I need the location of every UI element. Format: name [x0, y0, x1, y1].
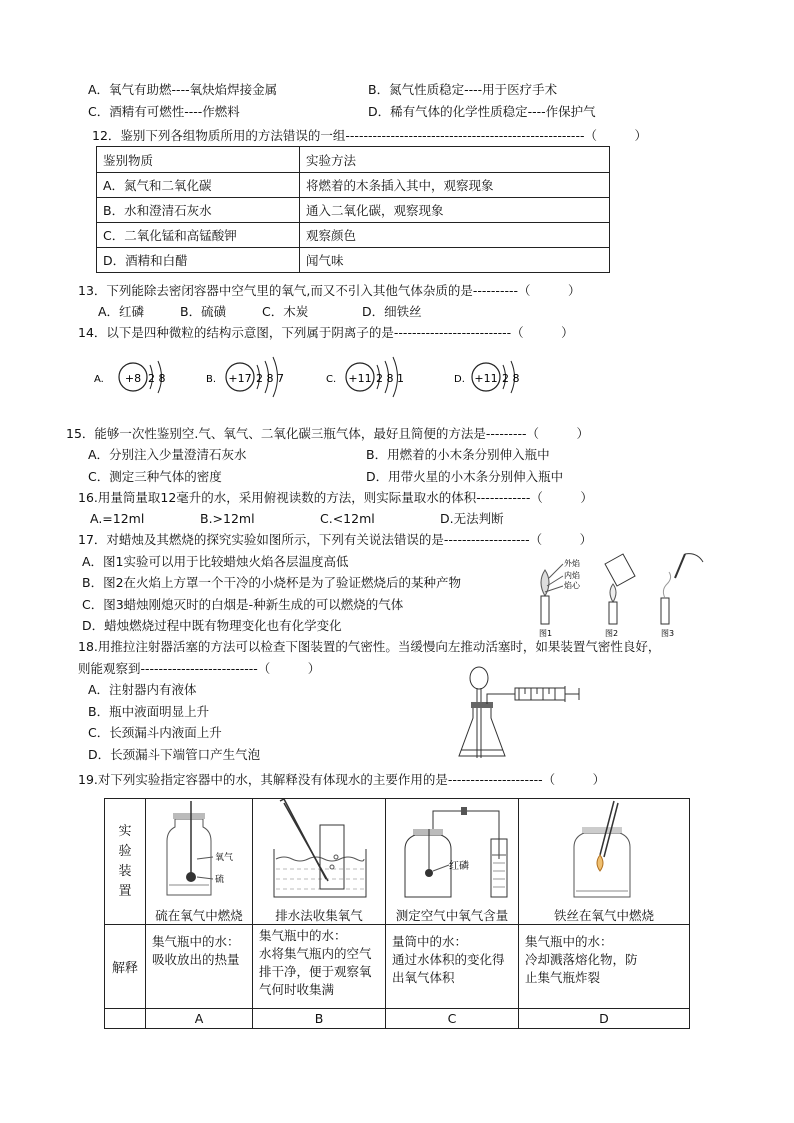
atom-diagram-d [454, 361, 520, 393]
q18-stem-line1: 18.用推拉注射器活塞的方法可以检查下图装置的气密性。当缓慢向左推动活塞时，如果装置气密性良好， [78, 639, 661, 654]
explain-line: 冷却溅落熔化物，防 [525, 952, 638, 967]
flask-syringe-apparatus [455, 664, 585, 766]
setup-cell-d [519, 799, 690, 925]
explain-line: 止集气瓶炸裂 [525, 970, 601, 985]
option-letter-d: D [519, 1009, 690, 1029]
oxygen-label: 氧气 [215, 853, 234, 863]
atom-nucleus: +8 [124, 372, 142, 385]
explain-line: 出氧气体积 [392, 970, 455, 985]
q13-stem: 13．下列能除去密闭容器中空气里的氧气,而又不引入其他气体杂质的是----------（ ） [78, 283, 581, 298]
explain-line: 集气瓶中的水： [525, 934, 613, 949]
table-cell: B．水和澄清石灰水 [97, 198, 300, 223]
sulfur-combustion-figure [149, 799, 249, 903]
figure-2-label: 图2 [605, 629, 619, 638]
water-displacement-figure [254, 799, 384, 903]
explain-line: 水将集气瓶内的空气 [259, 946, 372, 961]
table-header-cell: 鉴别物质 [97, 147, 300, 173]
candle-experiment-figure [535, 548, 715, 638]
q17-option-c: C．图3蜡烛刚熄灭时的白烟是-种新生成的可以燃烧的气体 [82, 597, 404, 612]
q17-stem: 17．对蜡烛及其燃烧的探究实验如图所示，下列有关说法错误的是-------------------（ ） [78, 532, 593, 547]
phosphorus-label: 红磷 [449, 861, 469, 872]
explain-line: 排干净，便于观察氧 [259, 964, 372, 979]
table-row [97, 173, 610, 198]
figure-1-label: 图1 [539, 629, 553, 638]
q11-option-a: A．氧气有助燃----氧炔焰焊接金属 [88, 82, 278, 97]
table-row [105, 925, 690, 1009]
atom-shells: 2 8 7 [256, 372, 284, 385]
q15-option-a: A．分别注入少量澄清石灰水 [88, 447, 247, 462]
caption-b: 排水法收集氧气 [275, 908, 363, 923]
explain-line: 量筒中的水： [392, 934, 468, 949]
q12-stem: 12．鉴别下列各组物质所用的方法错误的一组-----------------------------------------------------（ ） [92, 128, 647, 143]
explain-cell-d [519, 925, 690, 1009]
setup-cell-a [146, 799, 253, 925]
atom-diagram-a [94, 361, 166, 393]
q13-option-d: D．细铁丝 [362, 304, 422, 319]
q19-stem: 19.对下列实验指定容器中的水，其解释没有体现水的主要作用的是---------------------（ ） [78, 772, 606, 787]
atom-shells: 2 8 [502, 372, 520, 385]
table-row [105, 1009, 690, 1029]
q17-option-d: D．蜡烛燃烧过程中既有物理变化也有化学变化 [82, 618, 342, 633]
option-letter-b: B [253, 1009, 386, 1029]
q15-option-c: C．测定三种气体的密度 [88, 469, 222, 484]
option-letter-c: C [386, 1009, 519, 1029]
table-cell: 将燃着的木条插入其中，观察现象 [300, 173, 610, 198]
q14-stem: 14．以下是四种微粒的结构示意图，下列属于阴离子的是--------------------------（ ） [78, 325, 574, 340]
q11-option-c: C．酒精有可燃性----作燃料 [88, 104, 240, 119]
explain-line: 集气瓶中的水： [152, 934, 240, 949]
explain-line: 集气瓶中的水： [259, 928, 347, 943]
atom-nucleus: +11 [348, 372, 372, 385]
atom-nucleus: +17 [228, 372, 252, 385]
explain-cell-b [253, 925, 386, 1009]
q13-option-c: C．木炭 [262, 304, 309, 319]
table-row [97, 147, 610, 173]
table-cell: 通入二氧化碳，观察现象 [300, 198, 610, 223]
iron-wire-combustion-figure [534, 799, 674, 903]
atom-label: B. [206, 374, 217, 385]
flame-core-label: 焰心 [564, 581, 580, 590]
table-row [97, 223, 610, 248]
q15-option-b: B．用燃着的小木条分别伸入瓶中 [366, 447, 550, 462]
table-cell: A．氮气和二氧化碳 [97, 173, 300, 198]
atom-shells: 2 8 [148, 372, 166, 385]
setup-row-header: 实 验 装 置 [105, 799, 146, 925]
explain-row-header: 解释 [105, 925, 146, 1009]
table-cell: C．二氧化锰和高锰酸钾 [97, 223, 300, 248]
figure-3-label: 图3 [661, 629, 675, 638]
caption-a: 硫在氧气中燃烧 [155, 908, 243, 923]
caption-d: 铁丝在氧气中燃烧 [553, 908, 654, 923]
q16-option-b: B.>12ml [200, 511, 255, 526]
q12-table [96, 146, 610, 273]
q19-table [104, 798, 690, 1029]
sulfur-label: 硫 [215, 875, 225, 885]
outer-flame-label: 外焰 [564, 559, 580, 568]
atom-shells: 2 8 1 [376, 372, 404, 385]
atom-diagram-b [206, 357, 284, 397]
table-cell: 观察颜色 [300, 223, 610, 248]
q18-option-c: C．长颈漏斗内液面上升 [88, 725, 222, 740]
table-header-cell: 实验方法 [300, 147, 610, 173]
q17-option-a: A．图1实验可以用于比较蜡烛火焰各层温度高低 [82, 554, 349, 569]
setup-cell-c [386, 799, 519, 925]
q16-option-a: A.=12ml [90, 511, 145, 526]
explain-cell-a [146, 925, 253, 1009]
q18-stem-line2: 则能观察到--------------------------（ ） [78, 661, 321, 676]
table-row [97, 198, 610, 223]
table-cell: 闻气味 [300, 248, 610, 273]
empty-cell [105, 1009, 146, 1029]
table-cell: D．酒精和白醋 [97, 248, 300, 273]
q13-option-a: A．红磷 [98, 304, 145, 319]
option-letter-a: A [146, 1009, 253, 1029]
explain-cell-c [386, 925, 519, 1009]
atom-label: A. [94, 374, 104, 385]
q16-option-c: C.<12ml [320, 511, 375, 526]
atom-diagram-c [326, 357, 404, 397]
q18-option-b: B．瓶中液面明显上升 [88, 704, 210, 719]
q16-stem: 16.用量筒量取12毫升的水，采用俯视读数的方法，则实际量取水的体积------------（ ） [78, 490, 593, 505]
explain-line: 气何时收集满 [259, 982, 335, 997]
explain-line: 吸收放出的热量 [152, 952, 240, 967]
q18-option-a: A．注射器内有液体 [88, 682, 197, 697]
table-row [105, 799, 690, 925]
oxygen-content-figure [387, 799, 517, 903]
q11-option-d: D．稀有气体的化学性质稳定----作保护气 [368, 104, 596, 119]
explain-line: 通过水体积的变化得 [392, 952, 505, 967]
inner-flame-label: 内焰 [564, 571, 580, 580]
q11-option-b: B．氮气性质稳定----用于医疗手术 [368, 82, 558, 97]
table-row [97, 248, 610, 273]
q15-stem: 15．能够一次性鉴别空.气、氧气、二氧化碳三瓶气体，最好且简便的方法是---------（ ） [66, 426, 589, 441]
caption-c: 测定空气中氧气含量 [395, 908, 509, 923]
q15-option-d: D．用带火星的小木条分别伸入瓶中 [366, 469, 564, 484]
q18-option-d: D．长颈漏斗下端管口产生气泡 [88, 747, 261, 762]
atom-nucleus: +11 [474, 372, 498, 385]
q17-option-b: B．图2在火焰上方罩一个干冷的小烧杯是为了验证燃烧后的某种产物 [82, 575, 462, 590]
atom-structure-diagrams [88, 345, 548, 409]
q13-option-b: B．硫磺 [180, 304, 227, 319]
setup-cell-b [253, 799, 386, 925]
q16-option-d: D.无法判断 [440, 511, 504, 526]
atom-label: C. [326, 374, 337, 385]
atom-label: D. [454, 374, 465, 385]
